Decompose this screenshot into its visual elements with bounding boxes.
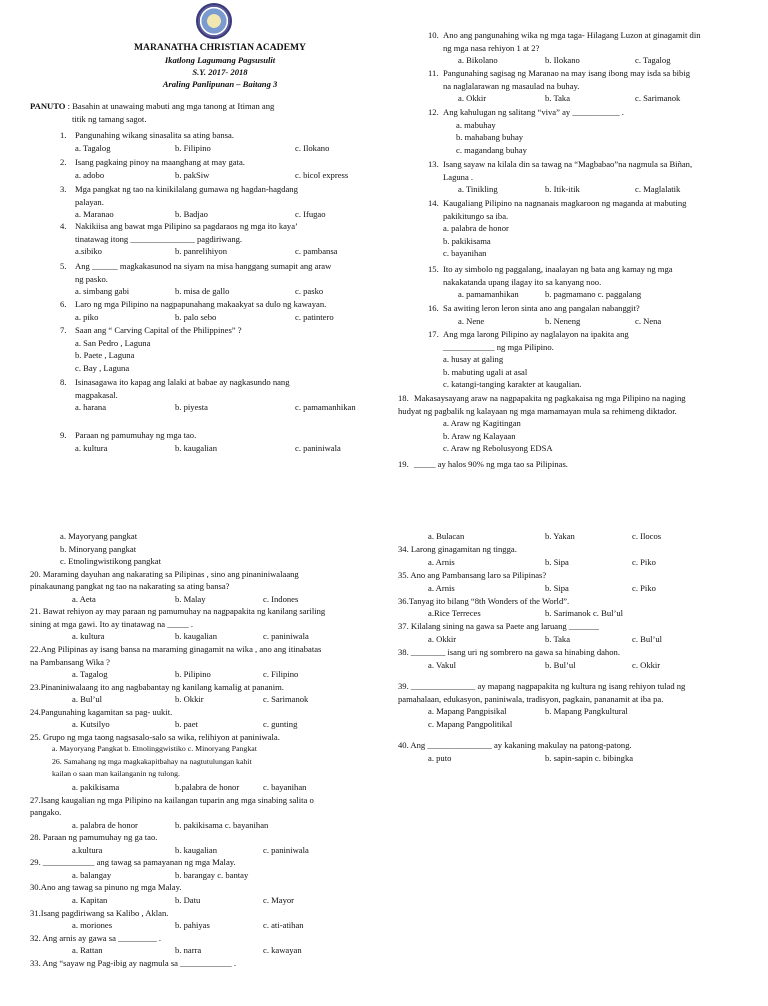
question-number: 1. [60,130,67,140]
question-text: Isinasagawa ito kapag ang lalaki at babae ay nagkasundo nang [75,377,290,387]
answer-option: c. Filipino [263,669,299,680]
question-text: 26. Samahang ng mga magkakapitbahay na nagtutulungan kahit [52,756,252,766]
question-text: Ito ay simbolo ng paggalang, inaalayan ng bata ang kamay ng mga [443,264,673,274]
question-text: 28. Paraan ng pamumuhay ng ga tao. [30,832,158,843]
answer-option: b. Neneng [545,315,581,326]
answer-option: c. Mapang Pangpolitikal [428,719,513,730]
question-number: 11. [428,68,439,78]
question-text: Pangunahing wikang sinasalita sa ating bansa. [75,130,234,140]
question-number: 19. [398,459,409,469]
answer-option: b. pakSiw [175,169,210,180]
answer-option: b. Itik-itik [545,184,580,195]
question-text: na Pambansang Wika ? [30,656,110,667]
answer-option: a. harana [75,402,107,413]
question-text: ng mga nasa rehiyon 1 at 2? [443,42,540,53]
answer-option: a. piko [75,311,99,322]
school-name: MARANATHA CHRISTIAN ACADEMY [134,42,306,53]
answer-option: a. Maranao [75,209,114,220]
answer-option: c. pamamanhikan [295,402,356,413]
question-text: Saan ang “ Carving Capital of the Philippines” ? [75,325,242,335]
question-text: ng pasko. [75,273,108,284]
answer-option: b. Sipa [545,582,569,593]
question-number: 3. [60,184,67,194]
answer-option: b. Taka [545,634,571,645]
answer-option: a. Okkir [458,93,487,104]
question-text: ____________ ng mga Pilipino. [443,341,554,352]
school-seal-logo [196,3,232,39]
question-text: 20. Maraming dayuhan ang nakarating sa Pilipinas , sino ang pinaniniwalaang [30,568,299,579]
answer-option: c. ati-atihan [263,920,304,931]
question-number: 5. [60,261,67,271]
question-text: Paraan ng pamumuhay ng mga tao. [75,430,197,440]
question-text: kailan o saan man kailanganin ng tulong. [52,769,180,779]
answer-option: b. kaugalian [175,844,217,855]
answer-option: b. Minoryang pangkat [60,543,137,554]
answer-option: a. kultura [75,442,108,453]
answer-option: b. Ilokano [545,55,580,66]
answer-option: b. kaugalian [175,442,217,453]
answer-option: b. Okkir [175,694,204,705]
question-text: hudyat ng pagbalik ng kalayaan ng mga mamamayan mula sa rehimeng diktador. [398,405,677,416]
answer-option: b. piyesta [175,402,208,413]
answer-option: a. simbang gabi [75,286,130,297]
answer-option: a. Kapitan [72,894,108,905]
answer-option: c. Sarimanok [263,694,309,705]
answer-option: c. Piko [632,582,656,593]
question-number: 6. [60,299,67,309]
answer-option: a. moriones [72,920,113,931]
answer-option: c. bicol express [295,169,349,180]
answer-option: c. Tagalog [635,55,671,66]
answer-option: c. bayanihan [443,248,487,259]
question-text: 32. Ang arnis ay gawa sa _________ . [30,932,162,943]
question-text: pinakaunang pangkat ng tao na nakarating sa ating bansa? [30,581,230,592]
answer-option: b. Sipa [545,556,569,567]
question-number: 2. [60,157,67,167]
question-text: Ano ang pangunahing wika ng mga taga- Hilagang Luzon at ginagamit din [443,30,701,40]
answer-option: c. pasko [295,286,324,297]
question-text: 33. Ang “sayaw ng Pag-ibig ay nagmula sa ____________ . [30,957,236,968]
answer-option: c. Araw ng Rebolusyong EDSA [443,443,553,454]
question-number: 15. [428,264,439,274]
answer-option: c. Ilocos [632,531,662,541]
answer-option: c. Maglalatik [635,184,681,195]
exam-title: Ikatlong Lagumang Pagsusulit [164,55,276,65]
answer-option: a. kultura [72,631,105,642]
answer-option: b.palabra de honor [175,782,240,792]
answer-option: b. Filipino [175,142,211,153]
answer-option: a. Tagalog [75,142,111,153]
question-text: pakikitungo sa iba. [443,210,509,221]
answer-option: a. San Pedro , Laguna [75,337,151,348]
answer-option: c. paniniwala [263,844,309,855]
question-text: 34. Larong ginagamitan ng tingga. [398,543,517,554]
answer-option: a. Vakul [428,660,457,670]
answer-option: c. Nena [635,315,662,326]
answer-option: b. Datu [175,894,201,905]
answer-option: b. mabuting ugali at asal [443,366,528,377]
question-number: 14. [428,198,439,208]
question-text: 31.Isang pagdiriwang sa Kalibo , Aklan. [30,907,169,918]
question-number: 12. [428,107,439,117]
question-number: 13. [428,159,439,169]
answer-option: a. Nene [458,315,485,326]
question-text: a. Mayoryang Pangkat b. Etnolinggwistiko c. Minoryang Pangkat [52,744,257,754]
question-text: _____ ay halos 90% ng mga tao sa Pilipinas. [414,459,568,469]
answer-option: c. Indones [263,593,299,604]
answer-option: b. paet [175,719,198,730]
question-text: 21. Bawat rehiyon ay may paraan ng pamumuhay na nagpapakita ng kanilang sariling [30,606,326,617]
question-text: 25. Grupo ng mga taong nagsasalo-salo sa wika, relihiyon at paniniwala. [30,731,280,742]
question-text: Mga pangkat ng tao na kinikilalang gumawa ng hagdan-hagdang [75,184,298,194]
page-top [0,0,768,500]
answer-option: c. Sarimanok [635,93,681,104]
question-text: Makasaysayang araw na nagpapakita ng pagkakaisa ng mga Pilipino na naging [414,393,686,403]
answer-option: b. pagmamano c. paggalang [545,289,642,300]
question-number: 10. [428,30,439,40]
question-text: magpakasal. [75,389,118,400]
answer-option: c. paniniwala [263,631,309,642]
question-text: Isang pagkaing pinoy na maanghang at may gata. [75,157,245,167]
answer-option: a. Arnis [428,582,455,593]
answer-option: a. Okkir [428,634,457,645]
question-number: 4. [60,221,67,231]
question-text: pamahalaan, edukasyon, paniniwala, tradisyon, pagkain, pananamit at iba pa. [398,693,664,704]
question-text: sining at mga gawi. Ito ay tinatawag na _____ . [30,618,194,629]
question-text: pangako. [30,807,62,818]
answer-option: a. Tinikling [458,184,498,195]
answer-option: c. patintero [295,311,334,322]
answer-option: b. Yakan [545,531,575,541]
question-text: Laguna . [443,171,474,182]
instructions [30,101,274,111]
answer-option: a.sibiko [75,246,102,257]
answer-option: a. husay at galing [443,354,504,365]
question-text: 23.Pinaniniwalaang ito ang nagbabantay ng kanilang kamalig at pananim. [30,681,284,692]
question-text: 37. Kilalang sining na gawa sa Paete ang laruang _______ [398,621,599,632]
question-text: Laro ng mga Pilipino na nagpapunahang makaakyat sa dulo ng kawayan. [75,299,327,309]
answer-option: b. Pilipino [175,669,211,680]
question-text: 29. ____________ ang tawag sa pamayanan ng mga Malay. [30,857,236,868]
answer-option: a. Bikolano [458,55,498,66]
answer-option: b. mahabang buhay [456,132,524,143]
answer-option: b. Badjao [175,209,208,220]
question-text: na naglalarawan ng masaulad na buhay. [443,80,580,91]
answer-option: b. sapin-sapin c. bibingka [545,752,634,763]
answer-option: c. Ifugao [295,209,326,220]
answer-option: a. Arnis [428,556,455,567]
school-year: S.Y. 2017- 2018 [192,67,248,77]
answer-option: a. Aeta [72,593,96,604]
answer-option: a. puto [428,752,452,763]
question-text: 30.Ano ang tawag sa pinuno ng mga Malay. [30,882,182,893]
question-text: Sa awiting leron leron sinta ano ang pangalan nabanggit? [443,303,640,313]
page-bottom [0,500,768,1006]
answer-option: b. palo sebo [175,311,217,322]
answer-option: c. gunting [263,719,298,730]
answer-option: b. Sarimanok c. Bul’ul [545,608,624,619]
question-text: Isang sayaw na kilala din sa tawag na “Magbabao”na nagmula sa Biñan, [443,159,693,169]
question-text: nakakatanda upang ilagay ito sa kanyang noo. [443,276,602,287]
answer-option: a. pakikisama [72,782,120,792]
answer-option: b. panrelihiyon [175,246,228,257]
question-text: tinatawag itong _______________ pagdiriwang. [75,233,243,244]
answer-option: a.kultura [72,844,103,855]
instructions-line-1: : Basahin at unawaing mabuti ang mga tanong at Itiman ang [67,101,275,111]
answer-option: c. Etnolingwistikong pangkat [60,556,161,567]
question-text: 35. Ano ang Pambansang laro sa Pilipinas? [398,569,547,580]
answer-option: a. balangay [72,869,112,880]
answer-option: a. Tagalog [72,669,108,680]
question-number: 9. [60,430,67,440]
answer-option: b. pahiyas [175,920,210,931]
question-text: palayan. [75,196,104,207]
answer-option: a. pamamanhikan [458,289,519,300]
answer-option: a. palabra de honor [72,819,138,830]
instructions-label: PANUTO [30,101,66,111]
subject-title: Araling Panlipunan – Baitang 3 [162,79,278,89]
answer-option: b. pakikisama [443,235,491,246]
question-text: Nakikiisa ang bawat mga Pilipino sa pagdaraos ng mga ito kaya’ [75,221,298,231]
answer-option: c. magandang buhay [456,144,527,155]
answer-option: b. misa de gallo [175,286,230,297]
answer-option: a. Bulacan [428,531,465,541]
answer-option: c. Bul’ul [632,634,663,645]
answer-option: c. Mayor [263,894,295,905]
answer-option: b. Paete , Laguna [75,350,135,361]
answer-option: b. Mapang Pangkultural [545,706,628,717]
question-text: 22.Ang Pilipinas ay isang bansa na maraming ginagamit na wika , ano ang itinabatas [30,643,322,654]
question-text: 38. ________ isang uri ng sombrero na gawa sa hinabing dahon. [398,647,620,658]
answer-option: a. adobo [75,169,105,180]
answer-option: c. Okkir [632,660,661,670]
answer-option: b. Taka [545,93,571,104]
question-number: 7. [60,325,67,335]
answer-option: a. Mayoryang pangkat [60,531,138,541]
answer-option: a. mabuhay [456,119,496,130]
answer-option: c. paniniwala [295,442,341,453]
answer-option: b. narra [175,945,202,956]
question-text: Ang kahulugan ng salitang “viva” ay ___________ . [443,107,624,117]
answer-option: b. barangay c. bantay [175,869,249,880]
answer-option: c. pambansa [295,246,338,257]
answer-option: a.Rice Terreces [428,608,481,619]
answer-option: c. bayanihan [263,782,307,792]
answer-option: c. Bay , Laguna [75,362,130,373]
question-text: 36.Tanyag ito bilang “8th Wonders of the World”. [398,595,570,606]
answer-option: a. Bul’ul [72,694,103,705]
answer-option: a. Araw ng Kagitingan [443,418,521,429]
answer-option: b. pakikisama c. bayanihan [175,819,269,830]
question-text: 39. _______________ ay mapang nagpapakita ng kultura ng isang rehiyon tulad ng [398,680,686,691]
question-number: 17. [428,329,439,339]
answer-option: c. kawayan [263,945,302,956]
answer-option: a. Kutsilyo [72,719,110,730]
question-text: Pangunahing sagisag ng Maranao na may isang ibong may isda sa bibig [443,68,691,78]
answer-option: b. Bul’ul [545,660,576,670]
answer-option: c. Ilokano [295,142,330,153]
question-number: 18. [398,393,409,403]
question-number: 8. [60,377,67,387]
question-text: Ang ______ magkakasunod na siyam na misa hanggang sumapit ang araw [75,261,332,271]
instructions-line-2: titik ng tamang sagot. [72,114,147,124]
question-text: 40. Ang _______________ ay kakaning makulay na patong-patong. [398,739,632,750]
question-text: 24.Pangunahing kagamitan sa pag- uukit. [30,706,173,717]
answer-option: a. Rattan [72,945,103,956]
question-number: 16. [428,303,439,313]
answer-option: a. Mapang Pangpisikal [428,706,507,717]
answer-option: b. Araw ng Kalayaan [443,430,516,441]
answer-option: b. kaugalian [175,631,217,642]
question-text: Ang mga larong Pilipino ay naglalayon na ipakita ang [443,329,629,339]
answer-option: b. Malay [175,593,206,604]
question-text: 27.Isang kaugalian ng mga Pilipino na kailangan tuparin ang mga sinabing salita o [30,794,314,805]
answer-option: c. katangi-tanging karakter at kaugalian. [443,379,582,390]
answer-option: a. palabra de honor [443,223,509,234]
answer-option: c. Piko [632,556,656,567]
question-text: Kaugaliang Pilipino na nagnanais magkaroon ng maganda at mabuting [443,198,687,208]
